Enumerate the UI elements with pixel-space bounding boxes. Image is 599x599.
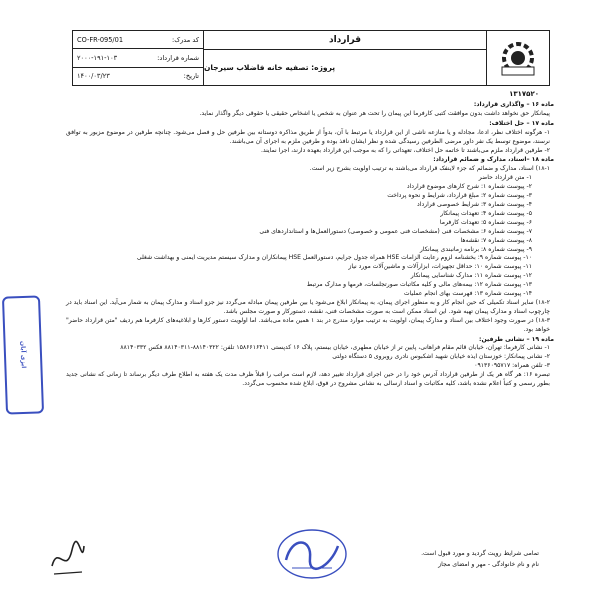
attachment-list-item: ۱۲- پیوست شماره ۱۱: مدارک شناسایی پیمانکار	[410, 272, 532, 280]
attachment-list-item: ۵- پیوست شماره ۴: تعهدات پیمانکار	[440, 209, 532, 217]
date-cell	[73, 68, 203, 85]
date-value: ۱۴۰۰/۰۳/۲۳	[77, 72, 110, 81]
contract-number-cell	[73, 49, 203, 67]
clause-paragraph: پیمانکار حق نخواهد داشت بدون موافقت کتبی کارفرما این پیمان را تحت هر عنوان به شخص یا اشخاص حقیقی یا حقوقی دیگر واگذار نماید.	[199, 109, 550, 117]
date-label: تاریخ:	[183, 72, 199, 81]
section-heading: ماده ۱۹ – نشانی طرفین:	[479, 335, 554, 343]
attachment-list-item: ۸- پیوست شماره ۷: نقشه‌ها	[460, 236, 532, 244]
clause-paragraph: ۲- نشانی پیمانکار: خوزستان ایذه خیابان شهید اشکبوس نادری روبروی ۵ دستگاه دولتی	[332, 353, 550, 361]
section-heading: ماده ۱۷ – حل اختلاف:	[489, 119, 554, 127]
header-meta	[73, 31, 204, 85]
contract-number-label: شماره قرارداد:	[157, 53, 199, 62]
attachment-list-item: ۱۳- پیوست شماره ۱۲: بیمه‌های مالی و کلیه مکاتبات صورتجلسات، فرمها و مدارک مرتبط	[306, 281, 532, 289]
attachment-list-item: ۱۰- پیوست شماره ۹: بخشنامه لزوم رعایت الزامات HSE همراه جدول جرایم، دستورالعمل HSE پیمانکاران و مدارک سیستم مدیریت ایمنی و بهداشت شغلی	[136, 254, 532, 262]
clause-paragraph: ۱- هرگونه اختلاف نظر، ادعا، مجادله و یا منازعه ناشی از این قرارداد یا مرتبط با آن، بدواً از طریق مذاکره دوستانه بین طرفین حل و فصل می‌شود. چنانچه طرفین در موضوع مزبور به توافق نرسند، موضوع توسط یک نفر داور مرضی الطرفین رسیدگی شده و نظر ایشان نافذ بوده و طرفین ملزم به اجرای آن می‌باشند.	[66, 128, 550, 145]
footer-acceptance	[421, 548, 539, 570]
attachment-list-item: ۱- متن قرارداد حاضر	[478, 174, 532, 182]
attachment-list-item: ۶- پیوست شماره ۵: تعهدات کارفرما	[439, 218, 532, 226]
clause-paragraph: ۱۸-۲) سایر اسناد تکمیلی که حین انجام کار و به منظور اجرای پیمان، به پیمانکار ابلاغ می‌شود یا بین طرفین پیمان مبادله می‌گردد نیز جزو اسناد و مدارک پیمان به شمار می‌آید. این اسناد باید در چارچوب اسناد و مدارک پیمان تهیه شود. این اسناد ممکن است به صورت مشخصات فنی، نقشه، دستورکار و صورت مجلس باشد.	[66, 298, 550, 315]
footer-line-1: تمامی شرایط رویت گردید و مورد قبول است.	[421, 550, 539, 557]
clause-paragraph: ۲- طرفین قرارداد ملزم می‌باشند تا خاتمه حل اختلاف، تعهداتی را که به موجب این قرارداد بعهده دارند، اجرا نمایند.	[260, 146, 550, 154]
footer-line-2: نام و نام خانوادگی - مهر و امضای مجاز	[438, 561, 539, 568]
section-heading: ماده ۱۸ –اسناد، مدارک و ضمائم قرارداد:	[433, 156, 554, 164]
doc-code-cell	[73, 31, 203, 49]
attachment-list-item: ۲- پیوست شماره ۱: شرح کارهای موضوع قرارداد	[406, 183, 532, 191]
clause-paragraph: ۱۸-۱) اسناد، مدارک و ضمائم که جزء لاینفک قرارداد می‌باشند به ترتیب اولویت بشرح زیر است.	[309, 165, 550, 173]
blue-stamp	[2, 295, 44, 414]
attachment-list-item: ۹- پیوست شماره ۸: برنامه زمانبندی پیمانکار	[419, 245, 532, 253]
document-header	[72, 30, 550, 86]
section-heading: ماده ۱۶ – واگذاری قرارداد:	[473, 101, 554, 108]
attachment-list-item: ۱۱- پیوست شماره ۱۰: حداقل تجهیزات، ابزارآلات و ماشین‌آلات مورد نیاز	[348, 263, 532, 271]
contract-number-value: ۲۰۰۰-۱۹۱-۱۰۳	[77, 53, 118, 62]
attachment-list-item: ۱۴- پیوست شماره ۱۳: فهرست بهای انجام عملیات	[403, 290, 532, 298]
signature-left-icon	[48, 536, 88, 582]
project-name: پروژه: تصفیه خانه فاضلاب سیرجان	[204, 63, 336, 72]
stamp-text: ایزی آبان	[19, 341, 27, 369]
document-title: قرارداد	[204, 31, 486, 50]
attachment-list-item: ۳- پیوست شماره ۲: مبلغ قرارداد، شرایط و نحوه پرداخت	[387, 192, 532, 200]
contract-body	[66, 100, 554, 389]
clause-paragraph: ۳- تلفن همراه: ۰۹۱۳۶۰۹۵۷۱۷	[474, 362, 550, 370]
gear-logo-icon	[496, 38, 540, 78]
clause-paragraph: ۱- نشانی کارفرما: تهران، خیابان قائم مقام فراهانی، پایین تر از خیابان مطهری، خیابان بیستم، پلاک ۱۶ کدپستی ۱۵۸۶۶۱۶۴۱۱ تلفن: ۸۸۱۴۰۳۲۲-۸۸۱۴۰۳۱۱ فکس ۸۸۱۴۰۳۳۲	[120, 344, 550, 352]
clause-paragraph: ۱۸-۳) در صورت وجود اختلاف بین اسناد و مدارک پیمان، اولویت به ترتیب موارد مندرج در بند ۱ همین ماده می‌باشد. اما اولویت دستور کارها و ابلاغیه‌های کارفرما هم ردیف "متن قرارداد حاضر" خواهد بود.	[66, 316, 550, 333]
doc-code-label: کد مدرک:	[172, 35, 199, 44]
doc-code-value: CO-FR-095/01	[77, 35, 124, 44]
reference-number: ۱۳۱۷۵۲۰	[509, 90, 539, 98]
company-seal-icon	[272, 524, 352, 584]
clause-paragraph: تبصره ۱۶: هر گاه هر یک از طرفین قرارداد آدرس خود را در حین اجرای قرارداد تغییر دهد، لازم است مراتب را قبلاً ظرف مدت یک هفته به اطلاع طرف دیگر برساند تا زمانی که نشانی جدید بطور رسمی و کتباً اعلام نشده باشد، کلیه مکاتبات و اسناد ارسالی به نشانی مشروح در فوق، ابلاغ شده محسوب می‌گردد.	[66, 371, 551, 388]
header-title-area	[204, 31, 486, 85]
attachment-list-item: ۴- پیوست شماره ۳: شرایط خصوصی قرارداد	[417, 200, 532, 208]
company-logo	[486, 31, 549, 85]
attachment-list-item: ۷- پیوست شماره ۶: مشخصات فنی (مشخصات فنی عمومی و خصوصی) دستورالعمل‌ها و استانداردهای فنی	[259, 227, 532, 235]
